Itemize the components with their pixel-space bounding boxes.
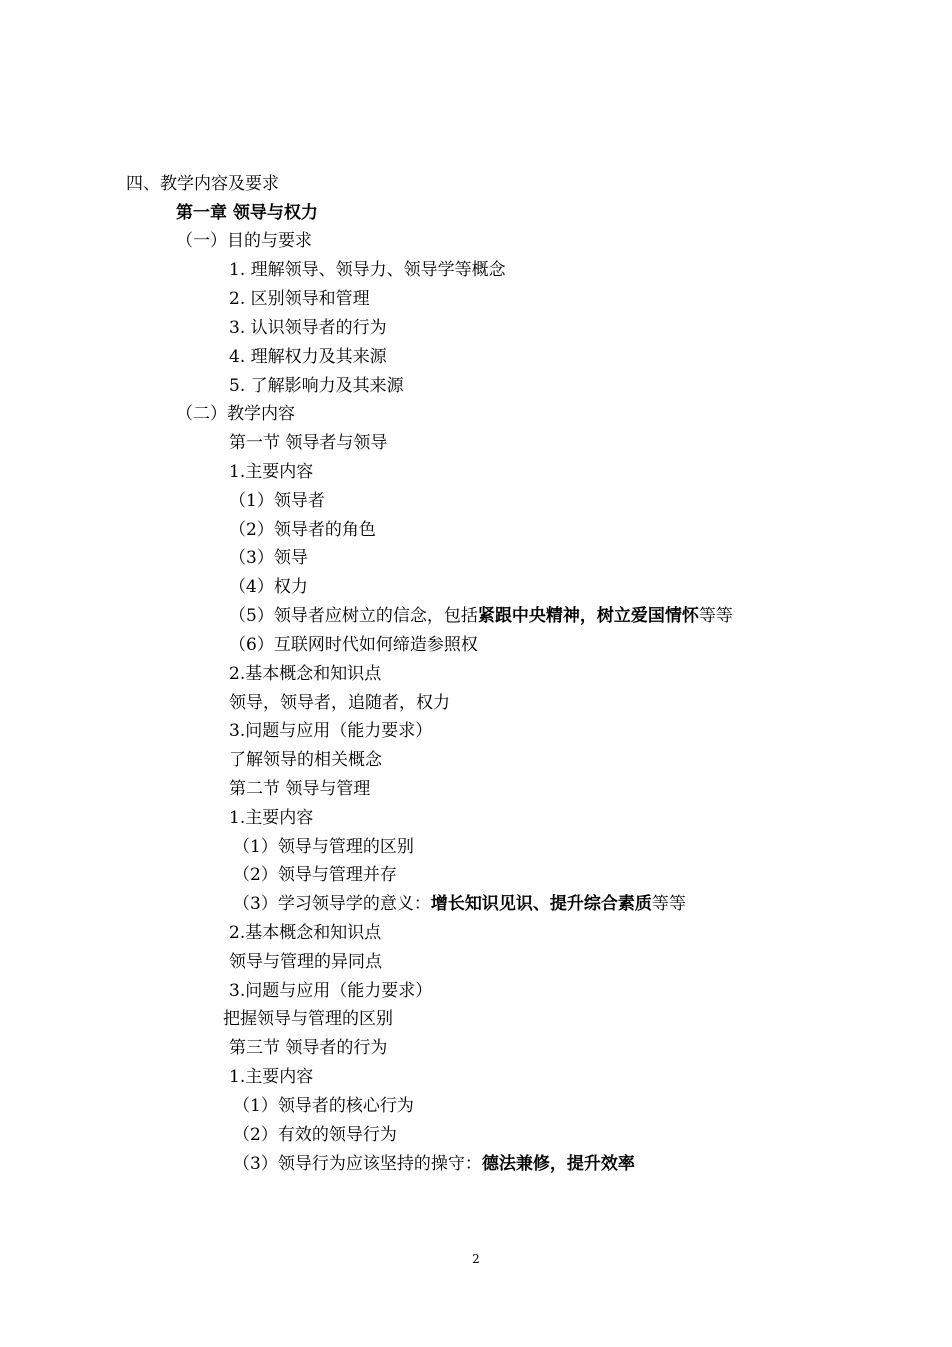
section-1-title: 第一节 领导者与领导 [229, 433, 388, 453]
item-emphasis: 增长知识见识、提升综合素质 [430, 894, 652, 914]
goal-item: 1. 理解领导、领导力、领导学等概念 [229, 260, 506, 280]
item-emphasis: 紧跟中央精神，树立爱国情怀 [477, 606, 699, 626]
section-1-concepts-label: 2.基本概念和知识点 [229, 664, 382, 684]
section-1-item: （1）领导者 [229, 491, 325, 511]
section-2-title: 第二节 领导与管理 [229, 779, 371, 799]
section-3-title: 第三节 领导者的行为 [229, 1038, 388, 1058]
content-heading: （二）教学内容 [176, 404, 295, 424]
page-number: 2 [472, 1252, 480, 1266]
goals-heading: （一）目的与要求 [176, 231, 312, 251]
goal-item: 2. 区别领导和管理 [229, 289, 370, 309]
item-text: （3）领导行为应该坚持的操守： [233, 1154, 482, 1174]
section-1-item: （3）领导 [229, 548, 308, 568]
section-1-apply-label: 3.问题与应用（能力要求） [229, 721, 433, 741]
goal-item: 4. 理解权力及其来源 [229, 347, 387, 367]
section-3-item-3 [233, 1153, 635, 1175]
item-text: （3）学习领导学的意义： [233, 894, 431, 914]
section-2-concepts-label: 2.基本概念和知识点 [229, 923, 382, 943]
chapter-title: 第一章 领导与权力 [176, 203, 318, 223]
section-2-main-label: 1.主要内容 [229, 808, 314, 828]
item-emphasis: 德法兼修，提升效率 [481, 1154, 635, 1174]
section-1-item-5 [229, 605, 733, 627]
section-2-item: （2）领导与管理并存 [233, 865, 397, 885]
section-heading: 四、教学内容及要求 [126, 174, 279, 194]
item-text: 等等 [651, 894, 686, 914]
section-1-item: （6）互联网时代如何缔造参照权 [229, 635, 478, 655]
goal-item: 3. 认识领导者的行为 [229, 318, 387, 338]
section-3-item: （2）有效的领导行为 [233, 1125, 397, 1145]
section-2-item-3 [233, 893, 686, 915]
section-2-item: （1）领导与管理的区别 [233, 837, 414, 857]
section-3-item: （1）领导者的核心行为 [233, 1096, 414, 1116]
section-1-concepts: 领导，领导者，追随者，权力 [229, 693, 450, 713]
goal-item: 5. 了解影响力及其来源 [229, 376, 404, 396]
section-1-main-label: 1.主要内容 [229, 462, 314, 482]
section-2-apply-label: 3.问题与应用（能力要求） [229, 981, 433, 1001]
section-1-item: （2）领导者的角色 [229, 520, 376, 540]
section-1-apply: 了解领导的相关概念 [229, 750, 382, 770]
section-2-concepts: 领导与管理的异同点 [229, 952, 382, 972]
item-text: 等等 [698, 606, 733, 626]
section-3-main-label: 1.主要内容 [229, 1067, 314, 1087]
section-1-item: （4）权力 [229, 577, 308, 597]
item-text: （5）领导者应树立的信念，包括 [229, 606, 478, 626]
section-2-apply: 把握领导与管理的区别 [223, 1009, 393, 1029]
